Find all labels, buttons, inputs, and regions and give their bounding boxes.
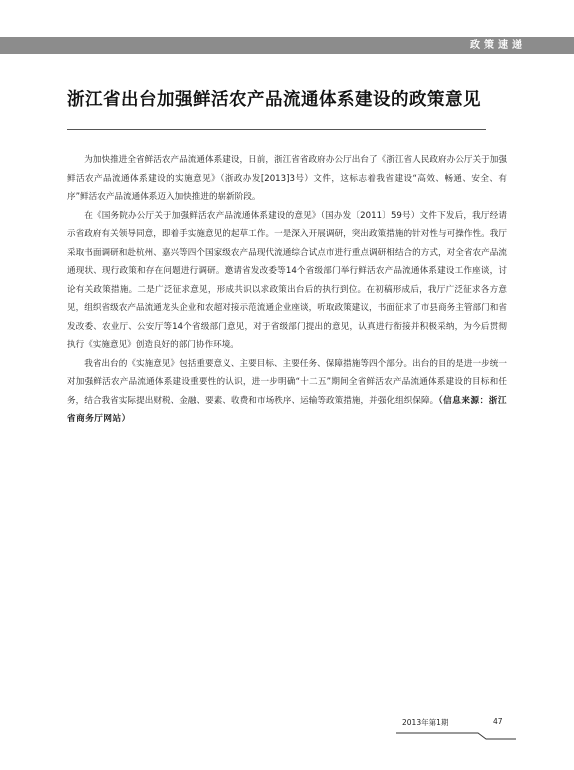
article-source: （信息来源：浙江省商务厅网站） [67, 395, 507, 424]
article-body [67, 151, 507, 429]
article-paragraph: 在《国务院办公厅关于加强鲜活农产品流通体系建设的意见》（国办发〔2011〕59号）文件下发后，我厅经请示省政府有关领导同意，即着手实施意见的起草工作。一是深入开展调研，突出政策措施的针对性与可操作性。我厅采取书面调研和赴杭州、嘉兴等四个国家级农产品现代流通综合试点市进行重点调研相结合的方式，对全省农产品流通现状、现行政策和存在问题进行调研。邀请省发改委等14个省级部门举行鲜活农产品流通体系建设工作座谈，讨论有关政策措施。二是广泛征求意见，形成共识以求政策出台后的执行到位。在初稿形成后，我厅广泛征求各方意见，组织省级农产品流通龙头企业和农超对接示范流通企业座谈，听取政策建议，书面征求了市县商务主管部门和省发改委、农业厅、公安厅等14个省级部门意见，对于省级部门提出的意见，认真进行衔接并积极采纳，为今后贯彻执行《实施意见》创造良好的部门协作环境。 [67, 210, 507, 350]
article-paragraph [67, 355, 507, 429]
issue-label: 2013年第1期 [402, 718, 449, 727]
footer-rule [396, 732, 516, 740]
page-footer [396, 713, 516, 737]
section-header-band [0, 37, 574, 54]
article-paragraph: 为加快推进全省鲜活农产品流通体系建设，日前，浙江省省政府办公厅出台了《浙江省人民政府办公厅关于加强鲜活农产品流通体系建设的实施意见》（浙政办发[2013]3号）文件，这标志着我省建设“高效、畅通、安全、有序”鲜活农产品流通体系迈入加快推进的崭新阶段。 [67, 155, 507, 202]
page-number: 47 [493, 717, 503, 726]
title-divider [67, 129, 486, 130]
section-label: 政策速递 [470, 40, 526, 51]
paragraph-text: 我省出台的《实施意见》包括重要意义、主要目标、主要任务、保障措施等四个部分。出台的目的是进一步统一对加强鲜活农产品流通体系建设重要性的认识，进一步明确“十二五”期间全省鲜活农产品流通体系建设的目标和任务，结合我省实际提出财税、金融、要素、收费和市场秩序、运输等政策措施，并强化组织保障。 [67, 358, 507, 406]
article-title: 浙江省出台加强鲜活农产品流通体系建设的政策意见 [67, 90, 481, 110]
